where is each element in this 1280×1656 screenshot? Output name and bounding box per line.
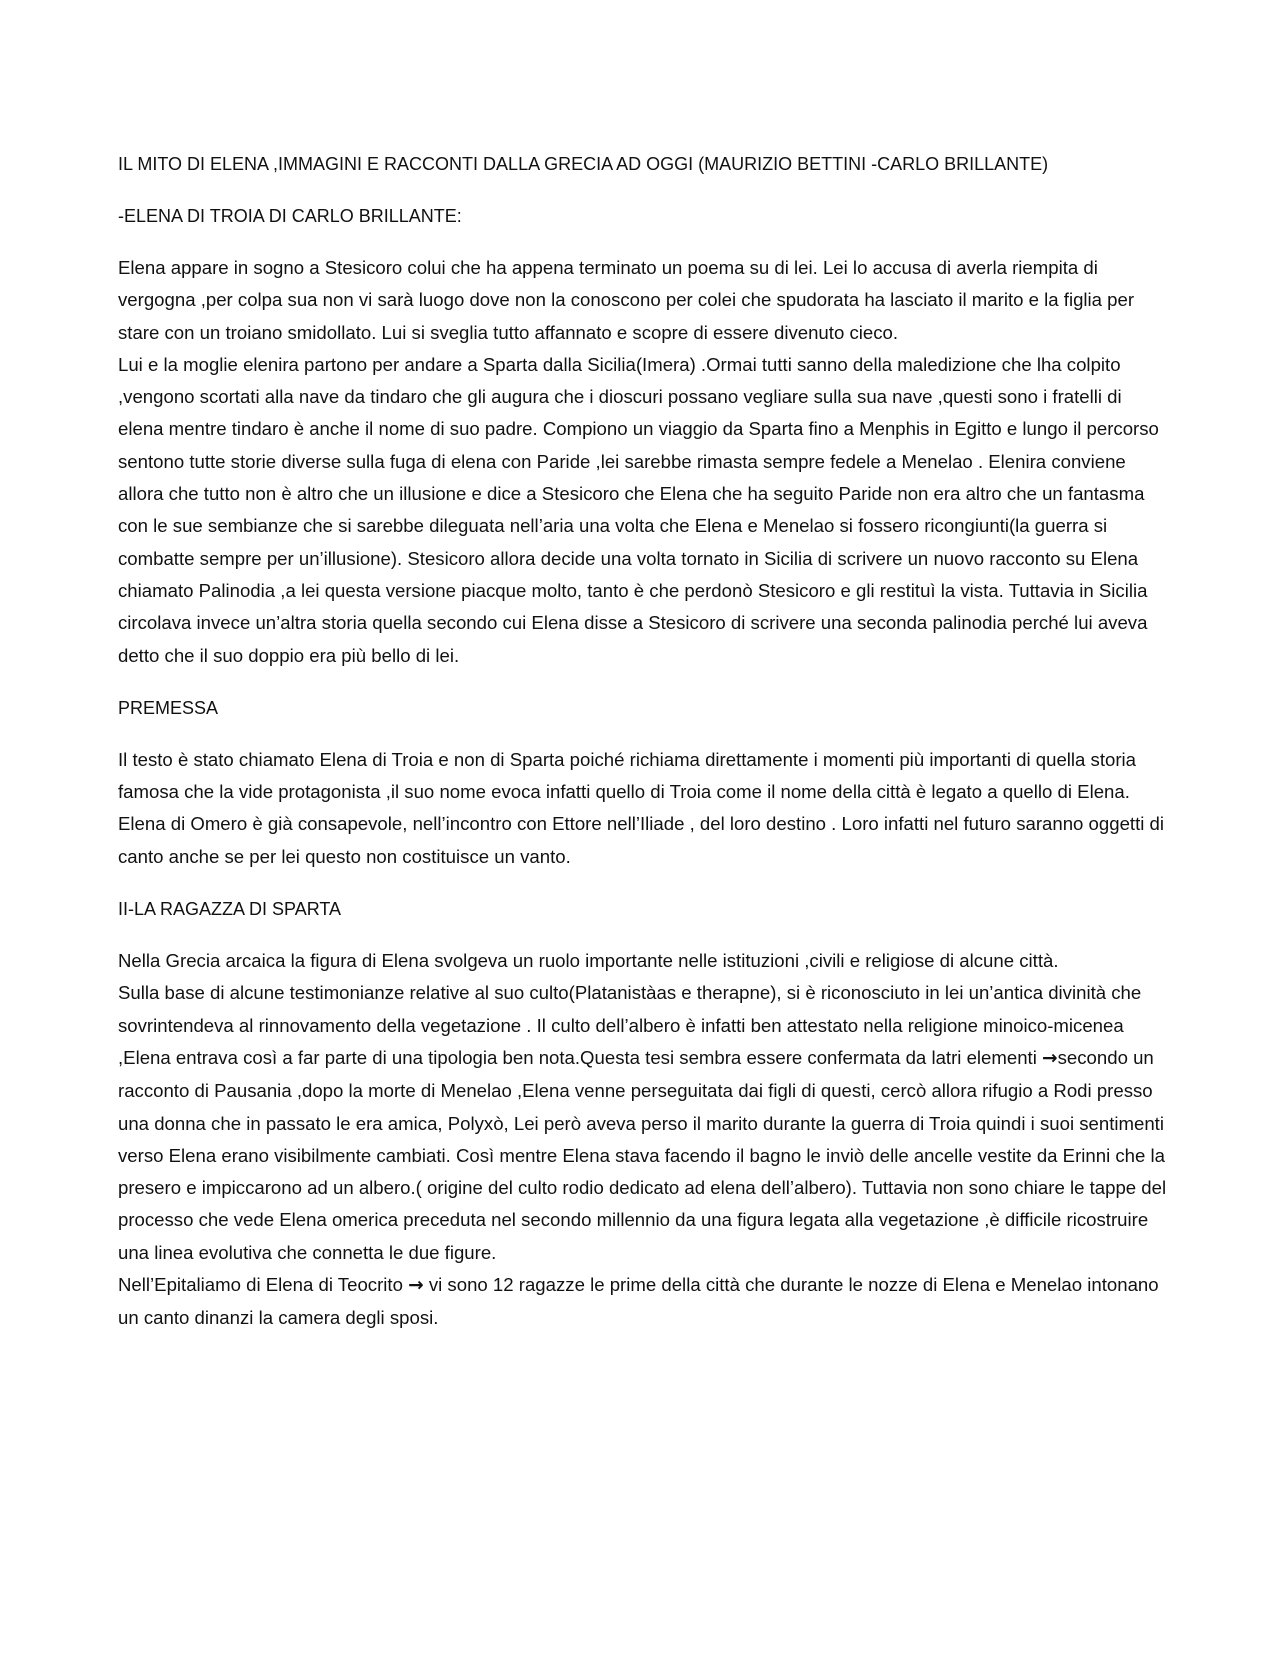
paragraph (118, 977, 1168, 1269)
section-body-elena-di-troia (118, 252, 1168, 672)
paragraph: Lui e la moglie elenira partono per andare a Sparta dalla Sicilia(Imera) .Ormai tutti sanno della maledizione che lha colpito ,vengono scortati alla nave da tindaro che gli augura che i dioscuri possano vegliare sulla sua nave ,questi sono i fratelli di elena mentre tindaro è anche il nome di suo padre. Compiono un viaggio da Sparta fino a Menphis in Egitto e lungo il percorso sentono tutte storie diverse sulla fuga di elena con Paride ,lei sarebbe rimasta sempre fedele a Menelao . Elenira conviene allora che tutto non è altro che un illusione e dice a Stesicoro che Elena che ha seguito Paride non era altro che un fantasma con le sue sembianze che si sarebbe dileguata nell’aria una volta che Elena e Menelao si fossero ricongiunti(la guerra si combatte sempre per un’illusione). Stesicoro allora decide una volta tornato in Sicilia di scrivere un nuovo racconto su Elena chiamato Palinodia ,a lei questa versione piacque molto, tanto è che perdonò Stesicoro e gli restituì la vista. Tuttavia in Sicilia circolava invece un’altra storia quella secondo cui Elena disse a Stesicoro di scrivere una seconda palinodia perché lui aveva detto che il suo doppio era più bello di lei. (118, 353, 1159, 666)
section-heading-premessa: PREMESSA (118, 697, 219, 718)
paragraph-text: vi sono 12 ragazze le prime della città che durante le nozze di Elena e Menelao intonano un canto dinanzi la camera degli sposi. (118, 1274, 1159, 1329)
paragraph: Nella Grecia arcaica la figura di Elena svolgeva un ruolo importante nelle istituzioni ,civili e religiose di alcune città. (118, 950, 1059, 972)
paragraph (118, 1269, 1168, 1335)
section-body-premessa (118, 744, 1168, 873)
paragraph: Elena di Omero è già consapevole, nell’incontro con Ettore nell’Iliade , del loro destino . Loro infatti nel futuro saranno oggetti di canto anche se per lei questo non costituisce un vanto. (118, 813, 1165, 867)
paragraph-text: secondo un racconto di Pausania ,dopo la morte di Menelao ,Elena venne perseguitata dai figli di questi, cercò allora rifugio a Rodi presso una donna che in passato le era amica, Polyxò, Lei però aveva perso il marito durante la guerra di Troia quindi i suoi sentimenti verso Elena erano visibilmente cambiati. Così mentre Elena stava facendo il bagno le inviò delle ancelle vestite da Erinni che la presero e impiccarono ad un albero.( origine del culto rodio dedicato ad elena dell’albero). Tuttavia non sono chiare le tappe del processo che vede Elena omerica preceduta nel secondo millennio da una figura legata alla vegetazione ,è difficile ricostruire una linea evolutiva che connetta le due figure. (118, 1046, 1167, 1263)
section-body-ragazza-di-sparta (118, 945, 1168, 1335)
right-arrow-icon: → (408, 1275, 424, 1297)
document-page (118, 148, 1168, 1335)
paragraph: Elena appare in sogno a Stesicoro colui che ha appena terminato un poema su di lei. Lei lo accusa di averla riempita di vergogna ,per colpa sua non vi sarà luogo dove non la conoscono per colei che spudorata ha lasciato il marito e la figlia per stare con un troiano smidollato. Lui si sveglia tutto affannato e scopre di essere divenuto cieco. (118, 257, 1135, 343)
paragraph: Il testo è stato chiamato Elena di Troia e non di Sparta poiché richiama direttamente i momenti più importanti di quella storia famosa che la vide protagonista ,il suo nome evoca infatti quello di Troia come il nome della città è legato a quello di Elena. (118, 748, 1137, 803)
section-heading-elena-di-troia: -ELENA DI TROIA DI CARLO BRILLANTE: (118, 206, 462, 226)
paragraph-text: Sulla base di alcune testimonianze relative al suo culto(Platanistàas e therapne), si è riconosciuto in lei un’antica divinità che sovrintendeva al rinnovamento della vegetazione . Il culto dell’albero è infatti ben attestato nella religione minoico-micenea ,Elena entrava così a far parte di una tipologia ben nota.Questa tesi sembra essere confermata da latri elementi (118, 982, 1142, 1068)
section-heading-ragazza-di-sparta: II-LA RAGAZZA DI SPARTA (118, 899, 342, 920)
document-title: IL MITO DI ELENA ,IMMAGINI E RACCONTI DALLA GRECIA AD OGGI (MAURIZIO BETTINI -CARLO BRILLANTE) (118, 154, 1049, 174)
right-arrow-icon: → (1042, 1047, 1058, 1069)
paragraph-text: Nell’Epitaliamo di Elena di Teocrito (118, 1274, 409, 1296)
